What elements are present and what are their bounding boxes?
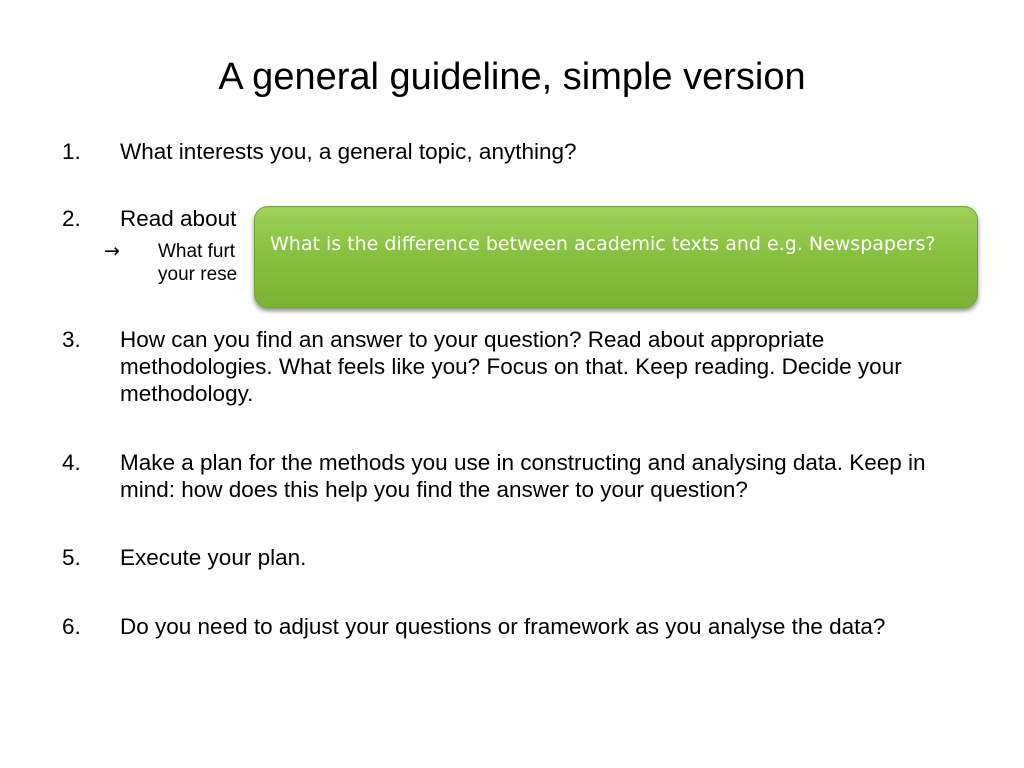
callout-box <box>254 206 978 308</box>
list-item-text: How can you find an answer to your question? Read about appropriate methodologies. What feels like you? Focus on that. Keep reading. Decide your methodology. <box>120 327 902 406</box>
list-item-number: 4. <box>62 450 81 475</box>
list-item-text: Read about <box>120 206 237 231</box>
list-item-text: What interests you, a general topic, anything? <box>120 139 577 164</box>
list-item-text: Execute your plan. <box>120 545 307 570</box>
sub-list-item-line-1: What furt <box>158 241 236 262</box>
list-item-number: 6. <box>62 614 81 639</box>
callout-text: What is the difference between academic texts and e.g. Newspapers? <box>270 233 936 255</box>
list-item-number: 3. <box>62 327 81 352</box>
arrow-bullet-icon: → <box>104 240 120 262</box>
slide-title: A general guideline, simple version <box>218 56 806 98</box>
list-item-number: 2. <box>62 206 81 231</box>
list-item-number: 5. <box>62 545 81 570</box>
sub-list-item-line-2: your rese <box>158 264 238 285</box>
list-item-number: 1. <box>62 139 81 164</box>
list-item-text: Do you need to adjust your questions or framework as you analyse the data? <box>120 614 886 639</box>
list-item-text: Make a plan for the methods you use in constructing and analysing data. Keep in mind: how does this help you find the answer to your question? <box>120 450 926 502</box>
